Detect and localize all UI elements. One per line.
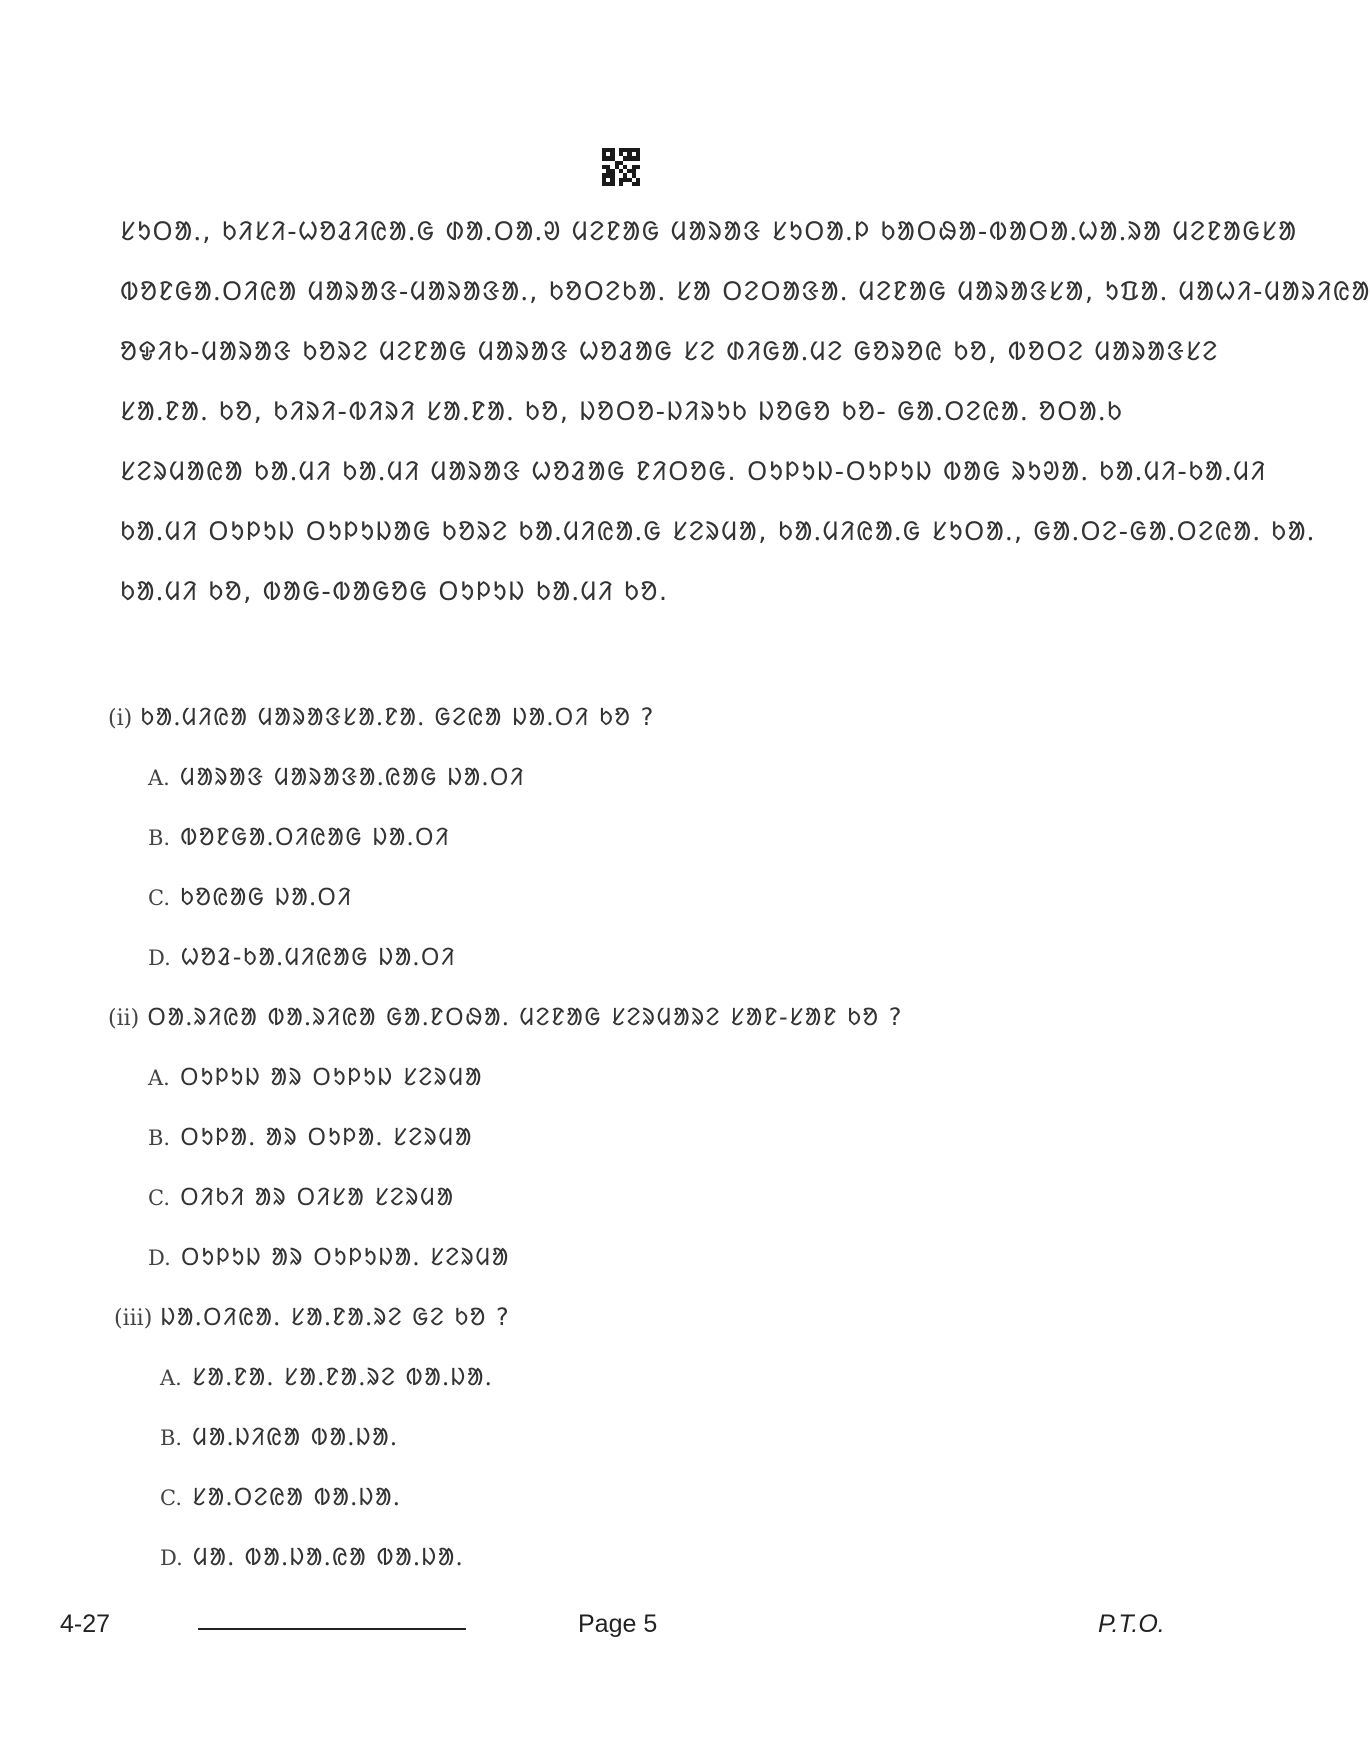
passage-line: ᱥᱮᱨᱢᱟᱭᱟ ᱠᱟᱹᱢᱤ ᱠᱟᱹᱢᱤ ᱢᱟᱨᱟᱝ ᱦᱚᱲᱟᱜ ᱱᱤᱛᱚᱜ. ᱛᱩᱞᱩᱡ-ᱛᱩᱞᱩᱡ ᱵᱟᱜ ᱨᱩᱣᱟᱹ ᱠᱟᱹᱢᱤ-ᱠᱟᱹᱢᱤ bbox=[120, 457, 1267, 487]
option-text: ᱢᱟᱹ ᱵᱟᱹᱡᱟᱹᱭᱟ ᱵᱟᱹᱡᱟᱹ bbox=[192, 1543, 464, 1571]
question-1 bbox=[108, 700, 655, 733]
option-text: ᱵᱚᱱᱜᱟᱹᱛᱤᱭᱟᱜ ᱡᱟᱹᱛᱤ bbox=[180, 823, 451, 851]
option-b bbox=[148, 1120, 473, 1153]
passage-line: ᱚᱫᱤᱠ-ᱢᱟᱨᱟᱝ ᱠᱚᱨᱮ ᱢᱮᱱᱟᱜ ᱢᱟᱨᱟᱝ ᱦᱚᱲᱟᱜ ᱥᱮ ᱰᱤᱜᱟᱹᱢᱮ ᱜᱚᱨᱚᱭ ᱠᱚ, ᱵᱚᱛᱮ ᱢᱟᱨᱟᱝᱥᱮ bbox=[120, 337, 1219, 367]
option-c bbox=[148, 880, 353, 913]
qr-code-icon bbox=[602, 148, 640, 186]
paper-code: 4-27 bbox=[60, 1610, 111, 1638]
question-2 bbox=[108, 1000, 903, 1033]
option-a bbox=[160, 1360, 493, 1393]
reading-passage bbox=[120, 200, 1371, 620]
option-text: ᱦᱚᱲ-ᱠᱟᱹᱢᱤᱭᱟᱜ ᱡᱟᱹᱛᱤ bbox=[180, 943, 456, 971]
option-letter: A. bbox=[160, 1366, 182, 1390]
please-turn-over: P.T.O. bbox=[1098, 1610, 1165, 1638]
passage-line: ᱠᱟᱹᱢᱤ ᱛᱩᱞᱩᱡ ᱛᱩᱞᱩᱡᱟᱜ ᱠᱚᱨᱮ ᱠᱟᱹᱢᱤᱭᱟᱹᱜ ᱥᱮᱨᱢᱟ, ᱠᱟᱹᱢᱤᱭᱟᱹᱜ ᱥᱩᱛᱟᱹ, ᱜᱟᱹᱛᱮ-ᱜᱟᱹᱛᱮᱭᱟᱹ ᱠᱟᱹ bbox=[120, 517, 1316, 547]
option-letter: D. bbox=[148, 1246, 171, 1270]
option-a bbox=[148, 760, 525, 793]
option-text: ᱠᱚᱭᱟᱜ ᱡᱟᱹᱛᱤ bbox=[180, 883, 353, 911]
option-b bbox=[148, 820, 450, 853]
option-d bbox=[148, 940, 456, 973]
option-letter: C. bbox=[148, 886, 170, 910]
option-letter: B. bbox=[160, 1426, 183, 1450]
option-text: ᱛᱩᱞᱟᱹ ᱟᱨ ᱛᱩᱞᱟᱹ ᱥᱮᱨᱢᱟ bbox=[180, 1123, 473, 1151]
option-text: ᱛᱩᱞᱩᱡ ᱟᱨ ᱛᱩᱞᱩᱡᱟᱹ ᱥᱮᱨᱢᱟ bbox=[180, 1243, 510, 1271]
question-number: (i) bbox=[108, 706, 133, 731]
option-c bbox=[160, 1480, 401, 1513]
passage-line: ᱥᱟᱹᱱᱟᱹ ᱠᱚ, ᱠᱤᱨᱤ-ᱵᱤᱨᱤ ᱥᱟᱹᱱᱟᱹ ᱠᱚ, ᱡᱚᱛᱚ-ᱡᱤᱨᱩᱠ ᱡᱚᱜᱚ ᱠᱚ- ᱜᱟᱹᱛᱮᱭᱟᱹ ᱚᱛᱟᱹᱠ bbox=[120, 397, 1124, 427]
page-footer bbox=[0, 1610, 1241, 1650]
option-text: ᱥᱟᱹᱱᱟᱹ ᱥᱟᱹᱱᱟᱹᱨᱮ ᱵᱟᱹᱡᱟᱹ bbox=[191, 1363, 493, 1391]
option-letter: A. bbox=[148, 1066, 170, 1090]
option-text: ᱥᱟᱹᱛᱮᱭᱟ ᱵᱟᱹᱡᱟᱹ bbox=[192, 1483, 402, 1511]
option-letter: D. bbox=[148, 946, 171, 970]
question-text: ᱛᱟᱹᱨᱤᱭᱟ ᱵᱟᱹᱨᱤᱭᱟ ᱜᱟᱹᱱᱛᱷᱟᱹ ᱢᱮᱱᱟᱜ ᱥᱮᱨᱢᱟᱨᱮ ᱥᱟᱱ-ᱥᱟᱱ ᱠᱚ ? bbox=[147, 1003, 903, 1031]
question-number: (iii) bbox=[114, 1306, 153, 1331]
option-c bbox=[148, 1180, 455, 1213]
option-d bbox=[160, 1540, 464, 1573]
page-number: Page 5 bbox=[578, 1610, 658, 1638]
option-a bbox=[148, 1060, 483, 1093]
option-letter: B. bbox=[148, 1126, 171, 1150]
option-text: ᱢᱟᱹᱡᱤᱭᱟ ᱵᱟᱹᱡᱟᱹ bbox=[192, 1423, 399, 1451]
option-text: ᱛᱤᱠᱤ ᱟᱨ ᱛᱤᱥᱟ ᱥᱮᱨᱢᱟ bbox=[180, 1183, 455, 1211]
question-text: ᱡᱟᱹᱛᱤᱭᱟᱹ ᱥᱟᱹᱱᱟᱹᱨᱮ ᱜᱮ ᱠᱚ ? bbox=[160, 1303, 511, 1331]
passage-line: ᱠᱟᱹᱢᱤ ᱠᱚ, ᱵᱟᱜ-ᱵᱟᱜᱚᱜ ᱛᱩᱞᱩᱡ ᱠᱟᱹᱢᱤ ᱠᱚ. bbox=[120, 577, 669, 607]
question-text: ᱠᱟᱹᱢᱤᱭᱟ ᱢᱟᱨᱟᱝᱥᱟᱹᱱᱟᱹ ᱜᱮᱭᱟ ᱡᱟᱹᱛᱤ ᱠᱚ ? bbox=[140, 703, 655, 731]
passage-line: ᱥᱩᱛᱟᱹ, ᱠᱤᱥᱤ-ᱦᱚᱲᱤᱭᱟᱹᱜ ᱰᱟᱹᱛᱟᱹᱣ ᱢᱮᱱᱟᱜ ᱢᱟᱨᱟᱝ ᱥᱩᱛᱟᱹᱞ ᱠᱟᱛᱷᱟ-ᱵᱟᱛᱟᱹᱦᱟᱹᱨᱟ ᱢᱮᱱᱟᱜᱥᱟ bbox=[120, 217, 1298, 247]
footer-divider bbox=[198, 1628, 466, 1630]
question-number: (ii) bbox=[108, 1006, 140, 1031]
question-3 bbox=[114, 1300, 510, 1333]
option-text: ᱛᱩᱞᱩᱡ ᱟᱨ ᱛᱩᱞᱩᱡ ᱥᱮᱨᱢᱟ bbox=[179, 1063, 483, 1091]
passage-line: ᱵᱚᱱᱜᱟᱹᱛᱤᱭᱟ ᱢᱟᱨᱟᱝ-ᱢᱟᱨᱟᱝᱟᱹ, ᱠᱚᱛᱮᱠᱟᱹ ᱥᱟ ᱛᱮᱛᱟᱝᱟᱹ ᱢᱮᱱᱟᱜ ᱢᱟᱨᱟᱝᱥᱟ, ᱩᱯᱟᱹ ᱢᱟᱦᱤ-ᱢᱟᱨᱤᱭᱟ bbox=[120, 277, 1371, 307]
option-letter: B. bbox=[148, 826, 171, 850]
option-letter: D. bbox=[160, 1546, 183, 1570]
option-letter: C. bbox=[148, 1186, 170, 1210]
option-letter: C. bbox=[160, 1486, 182, 1510]
option-text: ᱢᱟᱨᱟᱝ ᱢᱟᱨᱟᱝᱟᱹᱭᱟᱜ ᱡᱟᱹᱛᱤ bbox=[179, 763, 525, 791]
option-b bbox=[160, 1420, 398, 1453]
option-d bbox=[148, 1240, 510, 1273]
option-letter: A. bbox=[148, 766, 170, 790]
